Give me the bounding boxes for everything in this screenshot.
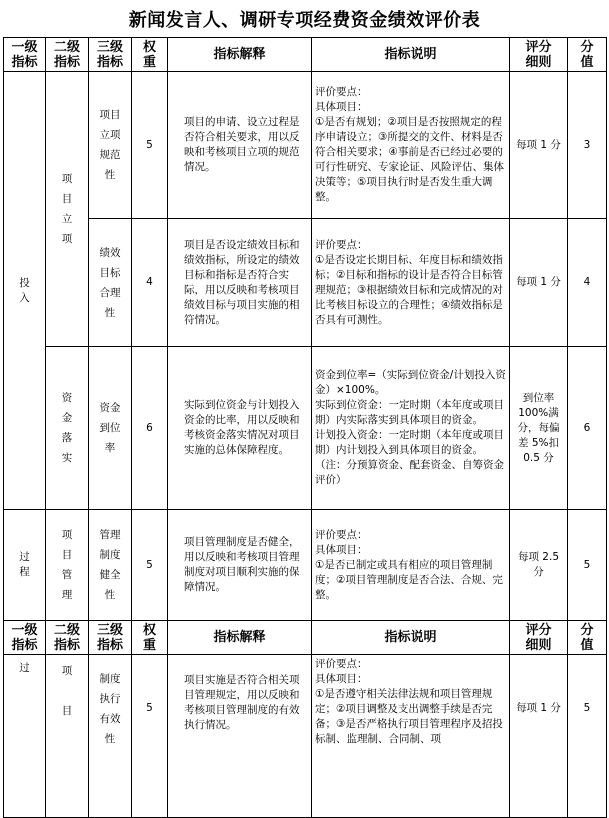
level1-cell: 投 入 (4, 72, 46, 510)
score-cell: 6 (568, 347, 607, 510)
level2-cell: 资 金 落 实 (46, 347, 89, 510)
rule-cell: 每项 1 分 (510, 655, 568, 818)
header-weight: 权 重 (132, 621, 168, 655)
header-explanation: 指标解释 (168, 621, 312, 655)
table-header-row-repeat (4, 621, 607, 655)
explanation-cell: 项目的申请、设立过程是否符合相关要求，用以反映和考核项目立项的规范情况。 (168, 72, 312, 219)
table-row (4, 219, 607, 347)
table-row (4, 510, 607, 621)
level3-cell: 绩效 目标 合理 性 (89, 219, 132, 347)
header-score: 分 值 (568, 621, 607, 655)
rule-cell: 每项 1 分 (510, 219, 568, 347)
level2-cell: 项 目 立 项 (46, 72, 89, 347)
level3-cell: 项目 立项 规范 性 (89, 72, 132, 219)
level1-cell: 过 程 (4, 510, 46, 621)
header-level1: 一级 指标 (4, 621, 46, 655)
level2-cell: 项 目 (46, 655, 89, 818)
header-weight: 权 重 (132, 38, 168, 72)
header-level2: 二级 指标 (46, 38, 89, 72)
table-row (4, 347, 607, 510)
header-level1: 一级 指标 (4, 38, 46, 72)
header-rule: 评分 细则 (510, 621, 568, 655)
table-row (4, 72, 607, 219)
explanation-cell: 项目实施是否符合相关项目管理规定，用以反映和考核项目管理制度的有效执行情况。 (168, 655, 312, 818)
header-description: 指标说明 (312, 38, 510, 72)
rule-cell: 到位率100%满分，每偏差 5%扣0.5 分 (510, 347, 568, 510)
score-cell: 4 (568, 219, 607, 347)
description-cell: 评价要点： 具体项目： ①是否遵守相关法律法规和项目管理规定；②项目调整及支出调整手续是否完备；③是否严格执行项目管理程序及招投标制、监理制、合同制、项 (312, 655, 510, 818)
header-explanation: 指标解释 (168, 38, 312, 72)
description-cell: 资金到位率=（实际到位资金/计划投入资金）×100%。 实际到位资金：一定时期（本年度或项目期）内实际落实到具体项目的资金。 计划投入资金：一定时期（本年度或项目期）内计划投入到具体项目的资金。（注：分预算资金、配套资金、自筹资金评价） (312, 347, 510, 510)
header-level2: 二级 指标 (46, 621, 89, 655)
header-description: 指标说明 (312, 621, 510, 655)
header-level3: 三级 指标 (89, 38, 132, 72)
weight-cell: 5 (132, 72, 168, 219)
table-row (4, 655, 607, 818)
description-cell: 评价要点： 具体项目： ①是否有规划；②项目是否按照规定的程序申请设立；③所提交的文件、材料是否符合相关要求；④事前是否已经过必要的可行性研究、专家论证、风险评估、集体决策等；⑤项目执行时是否发生重大调整。 (312, 72, 510, 219)
weight-cell: 5 (132, 510, 168, 621)
header-rule: 评分 细则 (510, 38, 568, 72)
level3-cell: 管理 制度 健全 性 (89, 510, 132, 621)
level1-cell: 过 (4, 655, 46, 818)
explanation-cell: 实际到位资金与计划投入资金的比率，用以反映和考核资金落实情况对项目实施的总体保障程度。 (168, 347, 312, 510)
weight-cell: 5 (132, 655, 168, 818)
table-header-row (4, 38, 607, 72)
level3-cell: 资金 到位 率 (89, 347, 132, 510)
explanation-cell: 项目管理制度是否健全，用以反映和考核项目管理制度对项目顺利实施的保障情况。 (168, 510, 312, 621)
rule-cell: 每项 2.5 分 (510, 510, 568, 621)
evaluation-table (3, 37, 607, 818)
description-cell: 评价要点： ①是否设定长期目标、年度目标和绩效指标；②目标和指标的设计是否符合目标管理规范；③根据绩效目标和完成情况的对比考核目标设立的合理性；④绩效指标是否具有可测性。 (312, 219, 510, 347)
score-cell: 5 (568, 510, 607, 621)
explanation-cell: 项目是否设定绩效目标和绩效指标，所设定的绩效目标和指标是否符合实际，用以反映和考核项目绩效目标与项目实施的相符情况。 (168, 219, 312, 347)
level2-cell: 项 目 管 理 (46, 510, 89, 621)
page-title: 新闻发言人、调研专项经费资金绩效评价表 (128, 10, 481, 31)
level3-cell: 制度 执行 有效 性 (89, 655, 132, 818)
description-cell: 评价要点： 具体项目： ①是否已制定或具有相应的项目管理制度；②项目管理制度是否合法、合规、完整。 (312, 510, 510, 621)
weight-cell: 4 (132, 219, 168, 347)
rule-cell: 每项 1 分 (510, 72, 568, 219)
score-cell: 5 (568, 655, 607, 818)
score-cell: 3 (568, 72, 607, 219)
header-score: 分 值 (568, 38, 607, 72)
header-level3: 三级 指标 (89, 621, 132, 655)
weight-cell: 6 (132, 347, 168, 510)
